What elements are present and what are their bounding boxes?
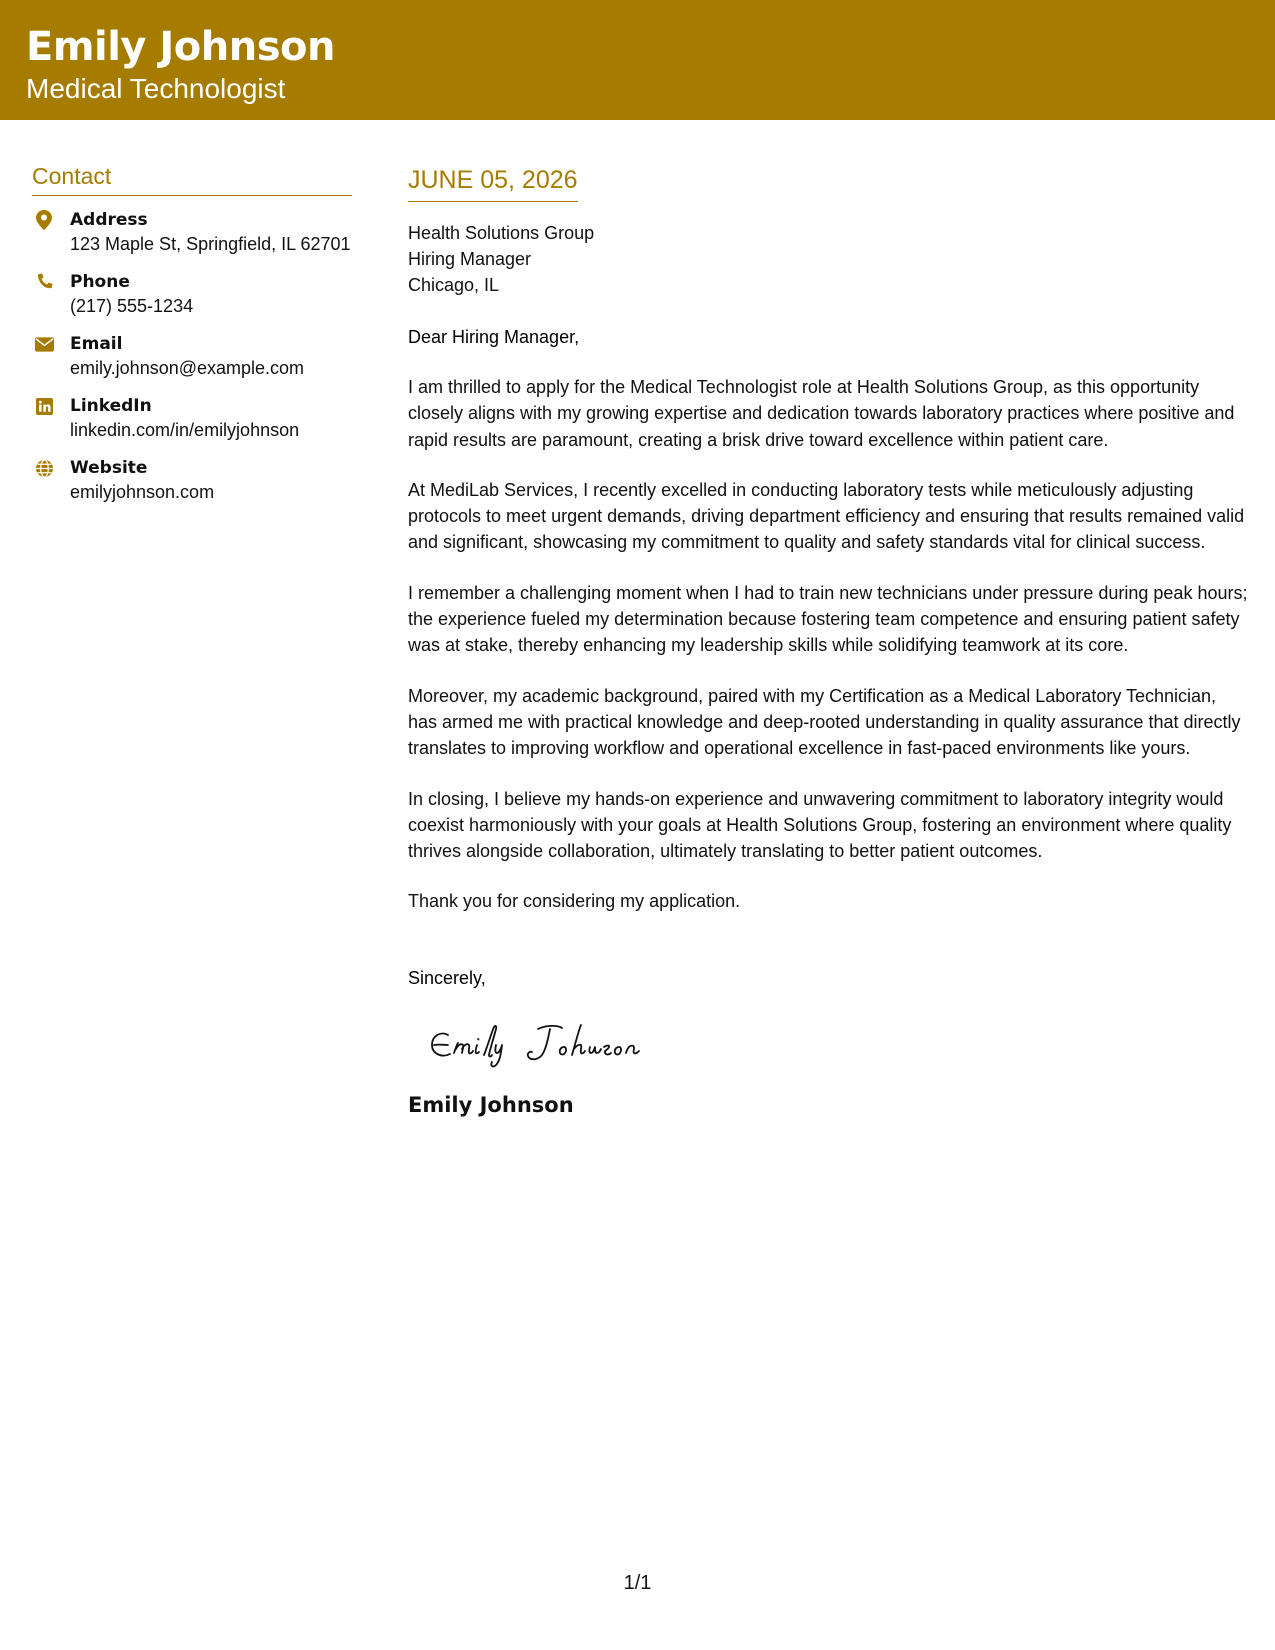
paragraph-2: At MediLab Services, I recently excelled in conducting laboratory tests while meticulously adjusting protocols to meet urgent demands, driving department efficiency and ensuring that results remained valid and significant, showcasing my commitment to quality and safety standards vital for clinical success. bbox=[408, 479, 1245, 553]
envelope-icon bbox=[34, 334, 54, 354]
recipient-location: Chicago, IL bbox=[408, 275, 500, 295]
applicant-name: Emily Johnson bbox=[26, 24, 336, 70]
closing: Sincerely, bbox=[408, 967, 486, 988]
contact-linkedin bbox=[32, 394, 352, 442]
phone-icon bbox=[34, 272, 54, 292]
address-value: 123 Maple St, Springfield, IL 62701 bbox=[70, 234, 351, 254]
recipient-company: Health Solutions Group bbox=[408, 223, 595, 243]
header-banner bbox=[0, 0, 1275, 120]
signed-name: Emily Johnson bbox=[408, 1092, 574, 1117]
contact-address bbox=[32, 208, 352, 256]
paragraph-1: I am thrilled to apply for the Medical Technologist role at Health Solutions Group, as this opportunity closely aligns with my growing expertise and dedication towards laboratory practices where positive and rapid results are paramount, creating a brisk drive toward excellence within patient care. bbox=[408, 377, 1235, 450]
handwritten-signature bbox=[426, 1019, 1248, 1075]
job-title: Medical Technologist bbox=[26, 73, 286, 104]
linkedin-label: LinkedIn bbox=[70, 396, 152, 416]
globe-icon bbox=[34, 458, 54, 478]
website-label: Website bbox=[70, 458, 148, 478]
recipient-block bbox=[408, 220, 1248, 298]
linkedin-value: linkedin.com/in/emilyjohnson bbox=[70, 420, 300, 440]
email-value: emily.johnson@example.com bbox=[70, 358, 305, 378]
contact-sidebar bbox=[32, 163, 352, 518]
salutation: Dear Hiring Manager, bbox=[408, 327, 580, 347]
signature-graphic bbox=[426, 1019, 666, 1075]
phone-label: Phone bbox=[70, 272, 130, 292]
recipient-person: Hiring Manager bbox=[408, 249, 532, 269]
phone-value: (217) 555-1234 bbox=[70, 296, 194, 316]
map-pin-icon bbox=[34, 210, 54, 230]
paragraph-3: I remember a challenging moment when I had to train new technicians under pressure during peak hours; the experience fueled my determination because fostering team competence and ensuring patient safety was at stake, thereby enhancing my leadership skills while solidifying teamwork at its core. bbox=[408, 582, 1248, 656]
letter-date: JUNE 05, 2026 bbox=[408, 166, 578, 202]
website-value: emilyjohnson.com bbox=[70, 482, 215, 502]
contact-heading: Contact bbox=[32, 163, 352, 196]
contact-email bbox=[32, 332, 352, 380]
paragraph-6: Thank you for considering my application. bbox=[408, 891, 741, 912]
email-label: Email bbox=[70, 334, 123, 354]
contact-website bbox=[32, 456, 352, 504]
address-label: Address bbox=[70, 210, 148, 230]
paragraph-4: Moreover, my academic background, paired with my Certification as a Medical Laboratory Technician, has armed me with practical knowledge and deep-rooted understanding in quality assurance that directly translates to improving workflow and operational excellence in fast-paced environments like yours. bbox=[408, 685, 1241, 759]
contact-list bbox=[32, 208, 352, 504]
letter-body bbox=[408, 166, 1248, 1117]
contact-phone bbox=[32, 270, 352, 318]
linkedin-icon bbox=[34, 396, 54, 416]
paragraph-5: In closing, I believe my hands-on experience and unwavering commitment to laboratory integrity would coexist harmoniously with your goals at Health Solutions Group, fostering an environment where quality thrives alongside collaboration, ultimately translating to better patient outcomes. bbox=[408, 788, 1232, 862]
page-number: 1/1 bbox=[623, 1572, 652, 1594]
